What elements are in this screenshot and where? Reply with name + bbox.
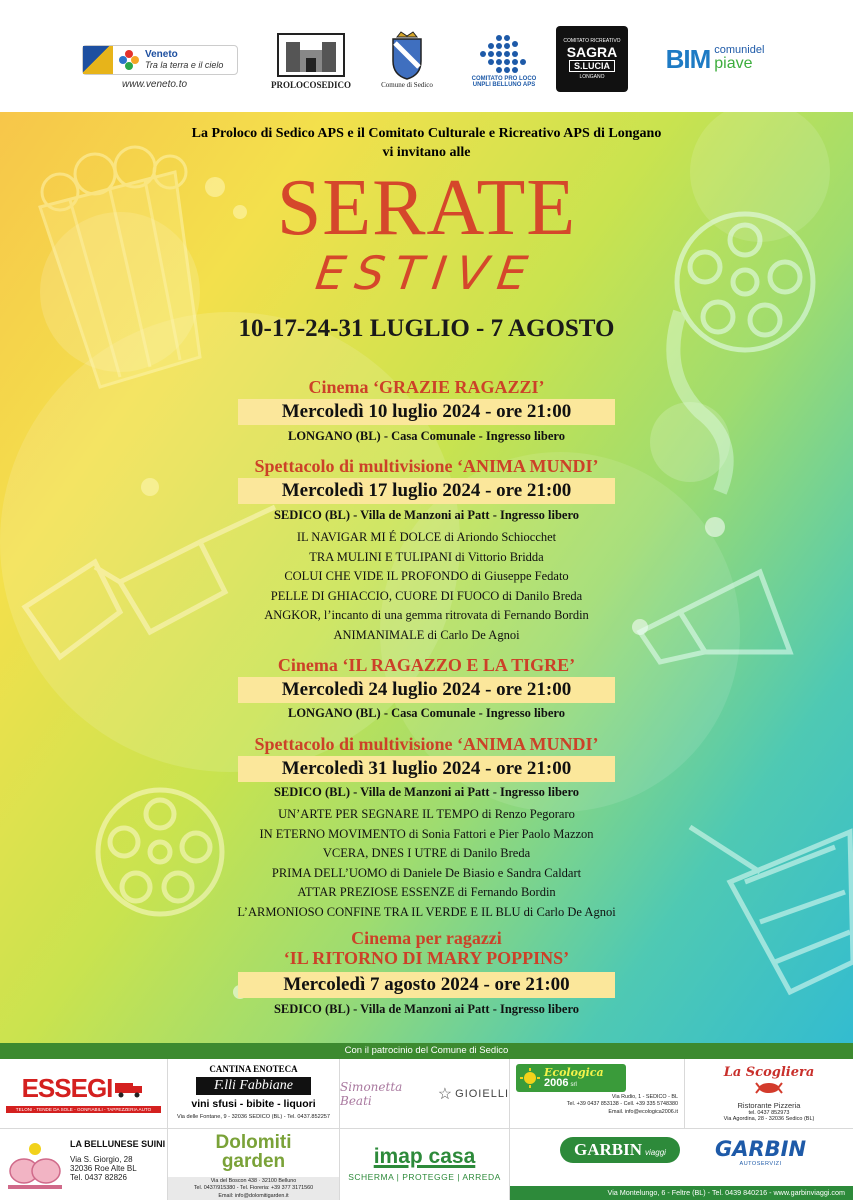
ecologica-line2: Tel. +39 0437 853138 - Cell. +39 335 5748380 <box>566 1101 678 1108</box>
sun-icon <box>519 1067 541 1089</box>
sponsor-imap <box>340 1129 510 1200</box>
comune-label: Comune di Sedico <box>381 81 433 89</box>
event-4-title: Spettacolo di multivisione ‘ANIMA MUNDI’ <box>254 734 599 754</box>
poster-dates: 10-17-24-31 LUGLIO - 7 AGOSTO <box>238 315 615 342</box>
unpli-line2: UNPLI BELLUNO APS <box>472 82 536 88</box>
proloco-logo <box>271 30 352 92</box>
garbin-name2: GARBIN <box>715 1137 807 1161</box>
dolomiti-line1: Dolomiti <box>215 1132 292 1153</box>
scogliera-type: Ristorante Pizzeria <box>737 1101 801 1110</box>
program-item: PELLE DI GHIACCIO, CUORE DI FUOCO di Danilo Breda <box>270 588 583 603</box>
program-item: UN’ARTE PER SEGNARE IL TEMPO di Renzo Pegoraro <box>278 807 575 821</box>
ecologica-name: Ecologica <box>544 1066 604 1079</box>
sponsor-simonetta <box>340 1059 510 1129</box>
bellunese-line1: Via S. Giorgio, 28 <box>70 1155 133 1164</box>
event-3-title: Cinema ‘IL RAGAZZO E LA TIGRE’ <box>277 655 576 675</box>
dolomiti-addr1: Via del Boscon 438 · 32100 Belluno <box>210 1178 297 1184</box>
bellunese-line2: 32036 Roe Alte BL <box>70 1164 137 1173</box>
program-item: ANIMANIMALE di Carlo De Agnoi <box>333 627 520 642</box>
unpli-line1: COMITATO PRO LOCO <box>471 76 537 82</box>
lion-icon <box>83 46 113 74</box>
scogliera-name: La Scogliera <box>723 1065 815 1080</box>
bim-mark: BIM <box>665 43 711 74</box>
garbin-sub2: AUTOSERVIZI <box>739 1161 782 1167</box>
simonetta-brand: GIOIELLI <box>455 1087 509 1100</box>
program-item: COLUI CHE VIDE IL PROFONDO di Giuseppe Fedato <box>284 569 569 583</box>
event-2-date: Mercoledì 17 luglio 2024 - ore 21:00 <box>238 478 615 504</box>
program-item: ATTAR PREZIOSE ESSENZE di Fernando Bordin <box>297 885 556 899</box>
ecologica-line3: Email. info@ecologica2006.it <box>608 1108 678 1115</box>
dolomiti-addr2: Tel. 0437/915380 - Tel. Fioreria: +39 377 3171560 <box>193 1185 314 1192</box>
intro-line-1: La Proloco di Sedico APS e il Comitato Culturale e Ricreativo APS di Longano <box>191 126 662 141</box>
program-item: ANGKOR, l’incanto di una gemma ritrovata di Fernando Bordin <box>264 608 589 622</box>
bim-line2: piave <box>714 55 753 73</box>
patronage-bar: Con il patrocinio del Comune di Sedico <box>0 1043 853 1059</box>
proloco-label: PROLOCOSEDICO <box>271 80 352 90</box>
poster-title: SERATE <box>276 164 577 252</box>
event-4-program <box>0 805 853 922</box>
castle-icon <box>276 32 346 78</box>
event-2-title: Spettacolo di multivisione ‘ANIMA MUNDI’ <box>254 456 599 476</box>
truck-icon <box>115 1080 145 1098</box>
garbin-sub: viaggi <box>645 1148 666 1157</box>
garbin-name: GARBIN <box>574 1140 643 1159</box>
sponsor-scogliera <box>685 1059 853 1129</box>
imap-name: imap casa <box>373 1145 476 1168</box>
veneto-name: Veneto <box>145 49 178 60</box>
dolomiti-addr3: Email: info@dolomitigarden.it <box>218 1192 289 1199</box>
star-icon: ☆ <box>437 1085 453 1103</box>
poster-subtitle: ESTIVE <box>312 246 541 300</box>
event-4-date: Mercoledì 31 luglio 2024 - ore 21:00 <box>238 756 615 782</box>
bim-piave-logo <box>660 30 770 88</box>
program-item: L’ARMONIOSO CONFINE TRA IL VERDE E IL BLU di Carlo De Agnoi <box>237 904 616 919</box>
sponsor-dolomiti <box>168 1129 340 1200</box>
bim-line1: comunidel <box>714 43 765 56</box>
event-1-place: LONGANO (BL) - Casa Comunale - Ingresso libero <box>288 429 565 443</box>
pigs-icon <box>6 1139 64 1191</box>
sponsor-bellunese <box>0 1129 168 1200</box>
program-item: PRIMA DELL’UOMO di Daniele De Biasio e Sandra Caldart <box>271 865 582 880</box>
dolomiti-line2: garden <box>221 1151 286 1172</box>
sponsor-garbin <box>510 1129 853 1200</box>
fabbiane-top: CANTINA ENOTECA <box>209 1064 298 1074</box>
scogliera-address: Via Agordina, 28 - 32036 Sedico (BL) <box>723 1116 815 1122</box>
sagra-line1: COMITATO RICREATIVO <box>563 38 621 44</box>
veneto-flower-icon <box>117 48 141 72</box>
sponsor-ecologica <box>510 1059 685 1129</box>
veneto-tagline: Tra la terra e il cielo <box>145 60 224 70</box>
comune-sedico-logo <box>376 27 438 93</box>
intro-line-2: vi invitano alle <box>382 145 471 160</box>
event-5-date: Mercoledì 7 agosto 2024 - ore 21:00 <box>238 972 615 998</box>
veneto-logo <box>82 42 242 92</box>
sponsor-essegi <box>0 1059 168 1129</box>
event-poster <box>0 112 853 1043</box>
coat-of-arms-icon <box>387 31 427 81</box>
event-5-place: SEDICO (BL) - Villa de Manzoni ai Patt - Ingresso libero <box>273 1002 580 1016</box>
event-3-date: Mercoledì 24 luglio 2024 - ore 21:00 <box>238 677 615 703</box>
fabbiane-name: F.lli Fabbiane <box>196 1077 311 1095</box>
program-item: VCERA, DNES I UTRE di Danilo Breda <box>322 846 531 860</box>
event-2-program <box>0 528 853 645</box>
unpli-dots-icon <box>469 32 539 76</box>
fabbiane-address: Via delle Fontane, 9 - 32036 SEDICO (BL) - Tel. 0437.852257 <box>176 1114 331 1120</box>
sagra-line3: S.LUCIA <box>569 60 615 72</box>
lobster-icon <box>752 1080 786 1096</box>
sagra-line4: LONGANO <box>579 74 605 80</box>
unpli-logo <box>462 28 546 92</box>
event-5-title: Cinema per ragazzi <box>351 928 502 948</box>
sagra-line2: SAGRA <box>566 44 618 60</box>
program-item: IL NAVIGAR MI É DOLCE di Ariondo Schiocchet <box>296 530 557 544</box>
fabbiane-products: vini sfusi - bibite - liquori <box>191 1098 316 1110</box>
program-item: TRA MULINI E TULIPANI di Vittorio Bridda <box>309 549 544 564</box>
event-2-place: SEDICO (BL) - Villa de Manzoni ai Patt - Ingresso libero <box>273 508 580 522</box>
ecologica-line1: Via Rudio, 1 - SEDICO - BL <box>611 1094 678 1100</box>
event-5-title2: ‘IL RITORNO DI MARY POPPINS’ <box>283 948 570 968</box>
header-logos <box>0 0 853 112</box>
event-4-place: SEDICO (BL) - Villa de Manzoni ai Patt - Ingresso libero <box>273 785 580 799</box>
essegi-name: ESSEGI <box>21 1073 113 1103</box>
sagra-logo <box>556 26 628 92</box>
sponsor-fabbiane <box>168 1059 340 1129</box>
veneto-url: www.veneto.to <box>122 78 188 90</box>
event-1-date: Mercoledì 10 luglio 2024 - ore 21:00 <box>238 399 615 425</box>
ecologica-year: 2006 <box>544 1077 569 1089</box>
sponsors-grid <box>0 1059 853 1200</box>
event-3-place: LONGANO (BL) - Casa Comunale - Ingresso libero <box>288 706 565 720</box>
ecologica-suffix: srl <box>570 1082 577 1088</box>
scogliera-tel: tel. 0437 852973 <box>748 1110 790 1116</box>
garbin-address: Via Montelungo, 6 - Feltre (BL) - Tel. 0439 840216 - www.garbinviaggi.com <box>510 1186 853 1200</box>
simonetta-name: Simonetta Beati <box>340 1079 403 1108</box>
program-item: IN ETERNO MOVIMENTO di Sonia Fattori e Pier Paolo Mazzon <box>259 826 594 841</box>
bellunese-name: LA BELLUNESE SUINI <box>70 1139 166 1149</box>
bellunese-line3: Tel. 0437 82826 <box>70 1173 127 1182</box>
imap-tag: SCHERMA | PROTEGGE | ARREDA <box>348 1172 501 1182</box>
event-1-title: Cinema ‘GRAZIE RAGAZZI’ <box>308 377 545 397</box>
essegi-tag: TELONI - TENDE DA SOLE - GONFIABILI - TAPPEZZERIA AUTO <box>6 1106 161 1113</box>
